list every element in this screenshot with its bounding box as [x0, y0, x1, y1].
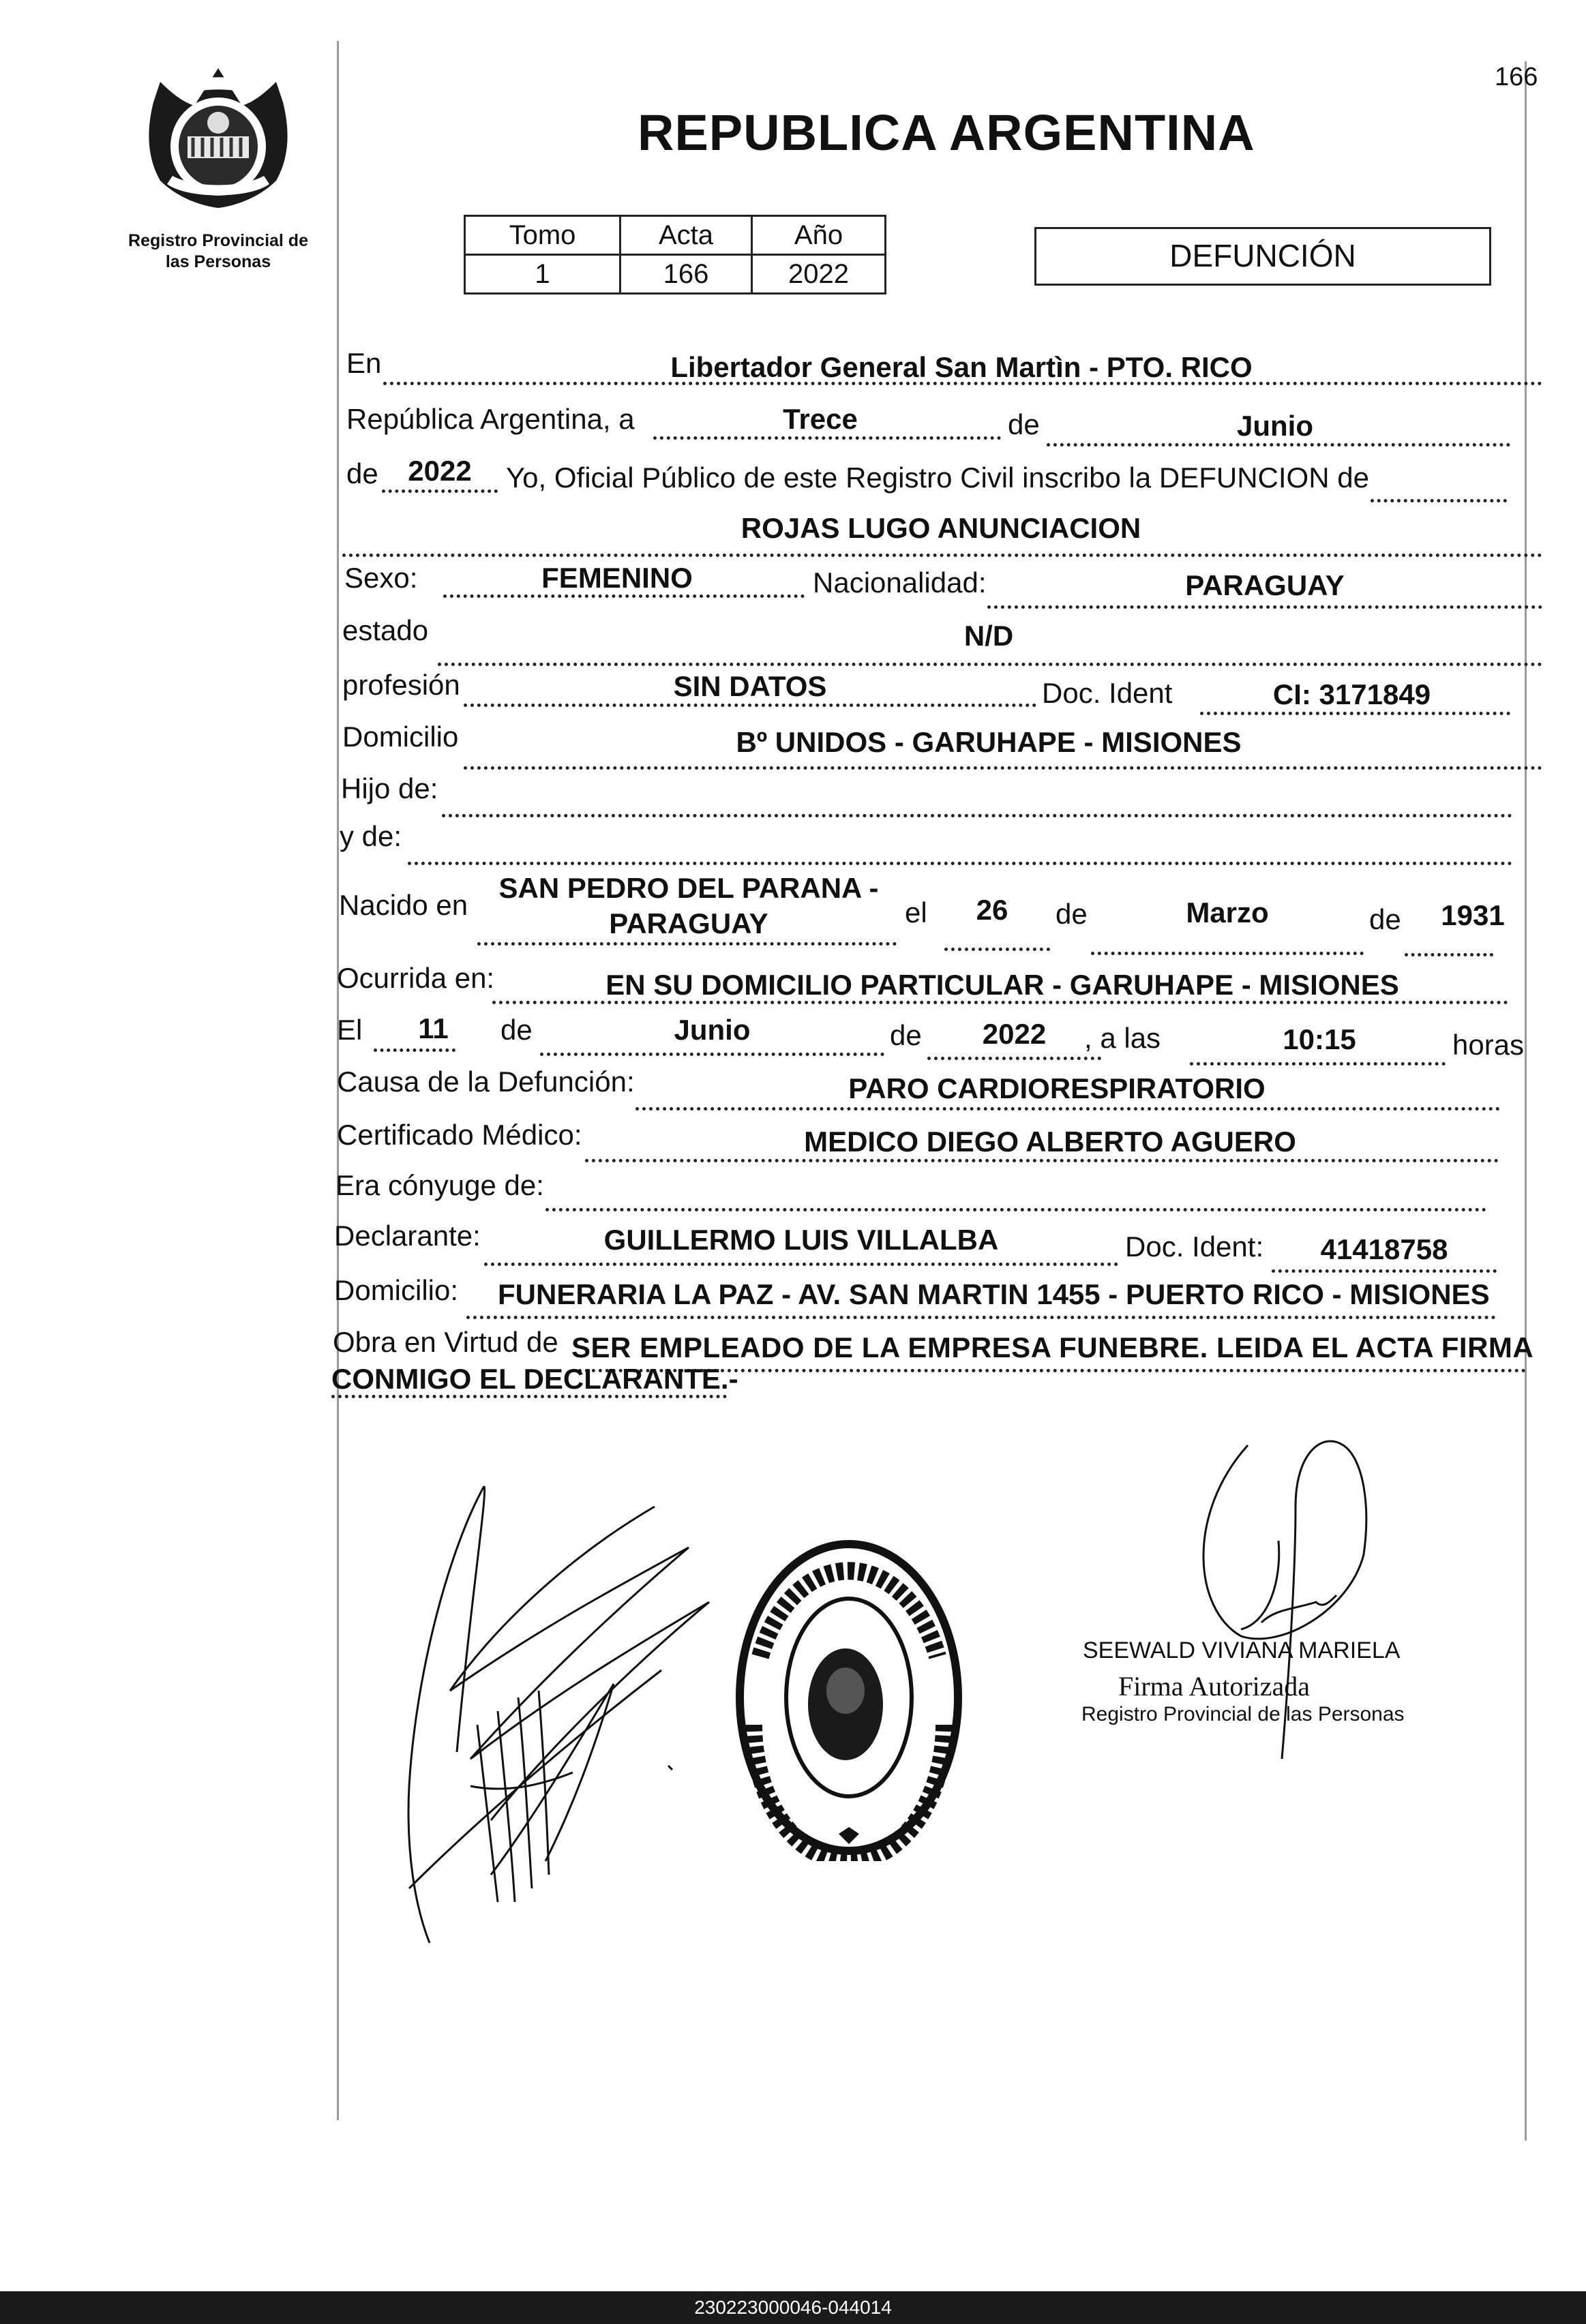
dots: [442, 814, 1512, 817]
label-de: de: [890, 1019, 922, 1051]
dots: [484, 1263, 1118, 1266]
label-estado: estado: [342, 614, 429, 646]
value-nacionalidad: PARAGUAY: [1185, 569, 1345, 601]
value-death-day: 11: [418, 1012, 449, 1044]
label-conyuge: Era cónyuge de:: [335, 1169, 544, 1201]
label-certificado: Certificado Médico:: [337, 1119, 582, 1151]
dots: [653, 436, 1001, 440]
label-profesion: profesión: [342, 669, 460, 701]
dots: [374, 1048, 455, 1052]
dots: [987, 605, 1542, 609]
label-de: de: [1008, 408, 1040, 440]
label-de: de: [500, 1014, 533, 1046]
value-domicilio: Bº UNIDOS - GARUHAPE - MISIONES: [736, 726, 1242, 758]
dots: [1091, 952, 1364, 955]
label-en: En: [346, 347, 382, 379]
label-y-de: y de:: [340, 820, 402, 852]
value-doc-ident-declarante: 41418758: [1320, 1233, 1448, 1265]
dots: [1371, 499, 1507, 502]
record-table-header-row: [465, 216, 886, 255]
record-header-cell: Tomo: [465, 216, 620, 255]
dots: [585, 1159, 1499, 1162]
dots: [1200, 712, 1510, 715]
dots: [1047, 443, 1510, 447]
value-death-year: 2022: [982, 1018, 1047, 1050]
dots: [464, 704, 1036, 707]
official-stamp: [733, 1534, 965, 1861]
value-declarante: GUILLERMO LUIS VILLALBA: [603, 1224, 999, 1256]
value-nacido-line-1: SAN PEDRO DEL PARANA -: [498, 872, 879, 904]
label-sexo: Sexo:: [344, 562, 418, 594]
dots: [342, 554, 1542, 557]
document-code-footer: 230223000046-044014: [0, 2291, 1586, 2324]
signatory-title: Firma Autorizada: [1118, 1671, 1311, 1702]
signatory-org: Registro Provincial de las Personas: [1081, 1703, 1405, 1725]
label-horas: horas: [1452, 1029, 1525, 1061]
dots: [477, 942, 897, 946]
dots: [927, 1057, 1101, 1060]
dots: [635, 1107, 1500, 1111]
value-day-word: Trece: [783, 403, 858, 435]
record-type-box: DEFUNCIÓN: [1034, 227, 1491, 286]
dots: [944, 948, 1050, 951]
value-estado: N/D: [963, 620, 1014, 652]
value-ocurrida: EN SU DOMICILIO PARTICULAR - GARUHAPE - MISIONES: [605, 969, 1399, 1001]
value-sexo: FEMENINO: [541, 562, 693, 594]
dots: [1190, 1062, 1446, 1066]
label-de: de: [1056, 898, 1088, 930]
page-number: 166: [1495, 63, 1538, 91]
label-nacionalidad: Nacionalidad:: [813, 567, 987, 599]
declarant-signature: [368, 1466, 750, 1957]
label-yo-oficial: Yo, Oficial Público de este Registro Civil inscribo la DEFUNCION de: [506, 462, 1369, 494]
dots: [545, 1208, 1486, 1211]
value-nacido-line-2: PARAGUAY: [609, 907, 768, 939]
label-causa: Causa de la Defunción:: [337, 1066, 635, 1098]
record-table-value-row: [465, 255, 886, 294]
dots: [438, 663, 1542, 666]
value-month: Junio: [1237, 410, 1313, 442]
signatory-name: SEEWALD VIVIANA MARIELA: [1083, 1638, 1401, 1663]
value-deceased-name: ROJAS LUGO ANUNCIACION: [740, 512, 1141, 544]
dots: [1405, 953, 1493, 956]
value-domicilio-declarante: FUNERARIA LA PAZ - AV. SAN MARTIN 1455 - PUERTO RICO - MISIONES: [498, 1278, 1490, 1310]
dots: [466, 1316, 1496, 1319]
value-causa: PARO CARDIORESPIRATORIO: [848, 1072, 1266, 1104]
registry-name: Registro Provincial de las Personas: [128, 231, 308, 272]
value-year: 2022: [408, 455, 472, 487]
label-hijo-de: Hijo de:: [341, 772, 438, 804]
right-margin-rule: [1525, 61, 1527, 2141]
value-certificado: MEDICO DIEGO ALBERTO AGUERO: [804, 1126, 1296, 1158]
dots: [408, 862, 1512, 865]
label-domicilio-declarante: Domicilio:: [334, 1274, 459, 1306]
value-obra-line-2: CONMIGO EL DECLARANTE.-: [331, 1363, 738, 1395]
label-de: de: [346, 457, 378, 489]
record-value-cell: 2022: [752, 255, 886, 294]
record-header-cell: Acta: [620, 216, 752, 255]
value-time: 10:15: [1283, 1023, 1356, 1055]
label-nacido-en: Nacido en: [339, 889, 468, 921]
label-el: el: [905, 896, 927, 929]
label-ocurrida-en: Ocurrida en:: [337, 962, 495, 994]
label-de: de: [1369, 903, 1401, 935]
record-header-cell: Año: [752, 216, 886, 255]
record-table: [464, 215, 886, 295]
label-declarante: Declarante:: [334, 1220, 481, 1252]
value-birth-year: 1931: [1441, 899, 1505, 931]
value-birth-month: Marzo: [1186, 896, 1269, 929]
dots: [331, 1395, 727, 1398]
record-value-cell: 1: [465, 255, 620, 294]
label-domicilio: Domicilio: [342, 721, 459, 753]
dots: [382, 489, 498, 493]
dots: [443, 594, 805, 598]
dots: [464, 766, 1542, 770]
dots: [1272, 1269, 1497, 1273]
label-doc-ident-declarante: Doc. Ident:: [1125, 1231, 1264, 1263]
dots: [492, 1001, 1508, 1004]
value-birth-day: 26: [976, 894, 1008, 926]
value-death-month: Junio: [674, 1014, 751, 1046]
label-obra-en-virtud: Obra en Virtud de: [333, 1326, 558, 1358]
record-value-cell: 166: [620, 255, 752, 294]
value-doc-ident: CI: 3171849: [1272, 678, 1431, 710]
label-republica: República Argentina, a: [346, 403, 635, 435]
value-place: Libertador General San Martìn - PTO. RICO: [670, 351, 1253, 383]
dots: [540, 1053, 884, 1056]
label-a-las: , a las: [1084, 1022, 1161, 1054]
misiones-emblem-logo: [140, 55, 297, 211]
label-el: El: [337, 1014, 363, 1046]
value-profesion: SIN DATOS: [673, 670, 827, 702]
value-obra-line-1: SER EMPLEADO DE LA EMPRESA FUNEBRE. LEIDA EL ACTA FIRMA: [571, 1331, 1534, 1363]
page-title: REPUBLICA ARGENTINA: [638, 104, 1255, 161]
label-doc-ident: Doc. Ident: [1042, 677, 1173, 709]
